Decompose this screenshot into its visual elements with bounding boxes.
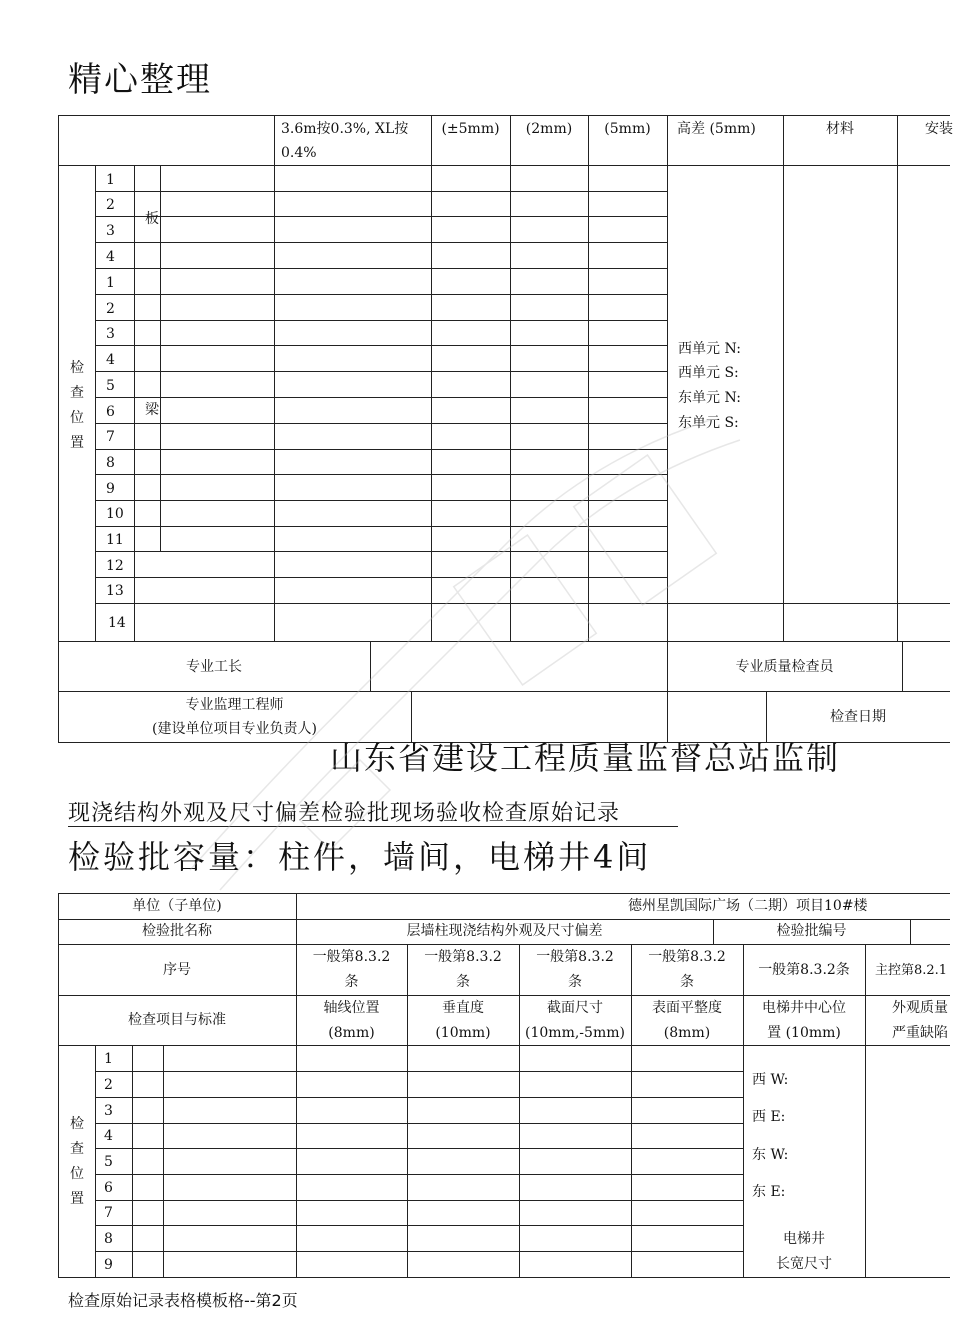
qc-inspector-label: 专业质量检查员 bbox=[735, 659, 834, 675]
header-slope-tolerance-2: 0.4% bbox=[281, 145, 317, 161]
row-number: 5 bbox=[104, 1154, 113, 1170]
check-position-label: 检 查 位 置 bbox=[70, 1116, 84, 1207]
supervisor-sub-label: (建设单位项目专业负责人) bbox=[152, 721, 317, 737]
row-number: 4 bbox=[106, 352, 115, 368]
item-appearance-std: 严重缺陷 bbox=[892, 1025, 948, 1041]
page-header-title: 精心整理 bbox=[68, 60, 212, 100]
row-number: 7 bbox=[104, 1205, 113, 1221]
item-axis-position: 轴线位置 bbox=[323, 1000, 380, 1016]
clause-label: 一般第8.3.2条 bbox=[758, 962, 850, 978]
header-pm5: (±5mm) bbox=[441, 121, 500, 137]
item-flatness: 表面平整度 bbox=[652, 1000, 722, 1016]
row-number: 1 bbox=[104, 1051, 113, 1067]
items-label: 检查项目与标准 bbox=[128, 1012, 226, 1028]
elevator-note: 东 E: bbox=[752, 1184, 786, 1200]
batch-number-label: 检验批编号 bbox=[776, 923, 847, 939]
batch-name-value: 层墙柱现浇结构外观及尺寸偏差 bbox=[406, 923, 603, 939]
clause-label: 一般第8.3.2 bbox=[424, 949, 502, 965]
item-section-size-std: (10mm,-5mm) bbox=[525, 1025, 625, 1041]
item-appearance: 外观质量 bbox=[892, 1000, 948, 1016]
header-install: 安装 bbox=[925, 121, 953, 137]
row-number: 7 bbox=[106, 429, 115, 445]
elevator-size-label: 电梯井 bbox=[783, 1231, 825, 1247]
elevator-note: 西 E: bbox=[752, 1109, 786, 1125]
unit-label: 单位（子单位) bbox=[132, 898, 222, 914]
row-number: 4 bbox=[104, 1128, 113, 1144]
item-axis-position-std: (8mm) bbox=[328, 1025, 375, 1041]
clause-label: 主控第8.2.1 bbox=[875, 963, 948, 978]
row-number: 14 bbox=[108, 615, 126, 631]
item-elevator-center: 电梯井中心位 bbox=[762, 1000, 846, 1016]
row-number: 3 bbox=[106, 326, 115, 342]
check-position-label: 检 查 位 置 bbox=[70, 360, 84, 451]
row-number: 2 bbox=[106, 301, 115, 317]
row-number: 2 bbox=[106, 197, 115, 213]
item-flatness-std: (8mm) bbox=[663, 1025, 711, 1041]
item-verticality-std: (10mm) bbox=[435, 1025, 491, 1041]
elevation-note: 西单元 S: bbox=[678, 365, 739, 381]
elevator-note: 东 W: bbox=[752, 1147, 789, 1163]
clause-label: 一般第8.3.2 bbox=[312, 949, 391, 965]
row-number: 8 bbox=[106, 455, 115, 471]
row-number: 5 bbox=[106, 378, 115, 394]
row-number: 6 bbox=[106, 404, 115, 420]
unit-value: 德州星凯国际广场（二期）项目10#楼 bbox=[628, 898, 868, 914]
clause-label: 一般第8.3.2 bbox=[536, 949, 614, 965]
clause-label: 条 bbox=[680, 974, 694, 990]
supervisor-label: 专业监理工程师 bbox=[185, 697, 284, 713]
header-slope-tolerance: 3.6m按0.3%, XL按 bbox=[281, 121, 409, 137]
item-elevator-center-std: 置 (10mm) bbox=[767, 1025, 841, 1041]
item-verticality: 垂直度 bbox=[442, 1000, 484, 1016]
row-number: 1 bbox=[106, 172, 115, 188]
header-elevation: 高差 (5mm) bbox=[677, 121, 756, 137]
beam-label: 梁 bbox=[145, 402, 159, 418]
batch-capacity: 检验批容量：柱件，墙间，电梯井4间 bbox=[68, 838, 652, 876]
slab-label: 板 bbox=[145, 211, 159, 227]
foreman-label: 专业工长 bbox=[186, 659, 242, 675]
row-number: 3 bbox=[106, 223, 115, 239]
row-number: 10 bbox=[106, 506, 124, 522]
row-number: 9 bbox=[106, 481, 115, 497]
row-number: 9 bbox=[104, 1257, 113, 1273]
clause-label: 一般第8.3.2 bbox=[648, 949, 726, 965]
row-number: 6 bbox=[104, 1180, 113, 1196]
row-number: 8 bbox=[104, 1231, 113, 1247]
elevation-note: 东单元 N: bbox=[678, 390, 741, 406]
elevation-note: 西单元 N: bbox=[678, 341, 741, 357]
batch-name-label: 检验批名称 bbox=[142, 923, 212, 939]
item-section-size: 截面尺寸 bbox=[547, 1000, 603, 1016]
header-material: 材料 bbox=[826, 121, 854, 137]
sequence-label: 序号 bbox=[163, 962, 191, 978]
row-number: 4 bbox=[106, 249, 115, 265]
row-number: 12 bbox=[106, 558, 124, 574]
elevator-note: 西 W: bbox=[752, 1072, 789, 1088]
elevation-note: 东单元 S: bbox=[678, 415, 739, 431]
header-2mm: (2mm) bbox=[525, 121, 573, 137]
check-date-label: 检查日期 bbox=[830, 709, 886, 725]
row-number: 11 bbox=[106, 532, 124, 548]
record-title: 现浇结构外观及尺寸偏差检验批现场验收检查原始记录 bbox=[68, 801, 621, 826]
header-5mm: (5mm) bbox=[604, 121, 651, 137]
clause-label: 条 bbox=[344, 974, 359, 990]
row-number: 13 bbox=[106, 583, 124, 599]
row-number: 1 bbox=[106, 275, 115, 291]
row-number: 2 bbox=[104, 1077, 113, 1093]
clause-label: 条 bbox=[568, 974, 582, 990]
elevator-size-label-2: 长宽尺寸 bbox=[776, 1256, 832, 1272]
clause-label: 条 bbox=[456, 974, 470, 990]
issuing-organization: 山东省建设工程质量监督总站监制 bbox=[330, 739, 841, 777]
page-footer: 检查原始记录表格模板格--第2页 bbox=[68, 1291, 298, 1310]
row-number: 3 bbox=[104, 1103, 113, 1119]
